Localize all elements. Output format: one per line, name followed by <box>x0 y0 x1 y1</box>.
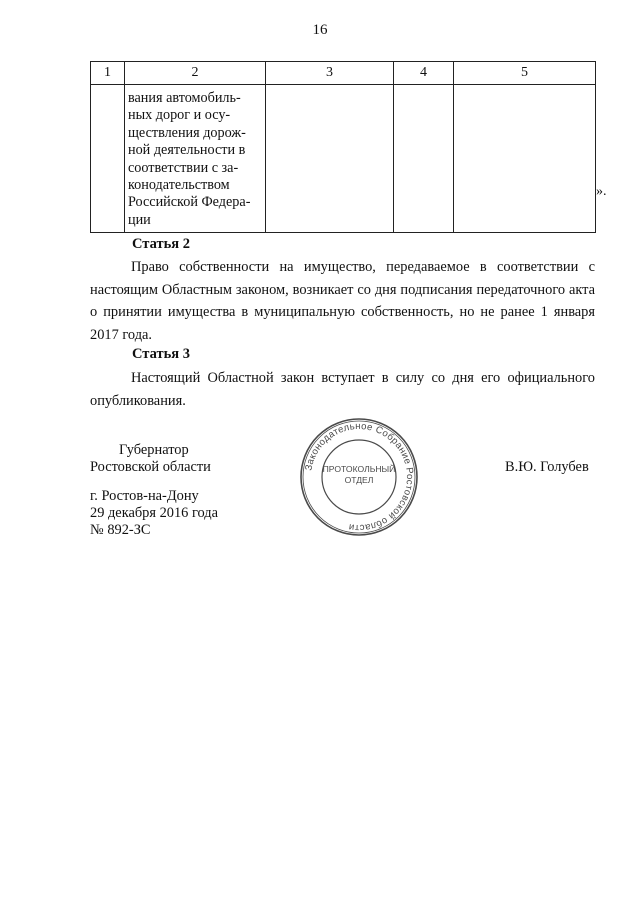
table-header-cell: 3 <box>266 62 394 85</box>
table-cell-line: соответствии с за- <box>128 159 239 176</box>
article-2-text: Право собственности на имущество, передаваемое в соответствии с настоящим Областным законом, возникает со дня подписания передаточного акта о принятии имущества в муниципальную собственность, но не ранее 1 января 2017 года. <box>90 259 595 343</box>
table-cell-empty <box>91 85 125 233</box>
article-3-title: Статья 3 <box>132 346 190 362</box>
table-header-cell: 5 <box>454 62 596 85</box>
stamp-ring-text: Законодательное Собрание Ростовской области <box>303 420 416 534</box>
article-3-text: Настоящий Областной закон вступает в силу со дня его официального опубликования. <box>90 370 595 409</box>
table-header-cell: 1 <box>91 62 125 85</box>
table-cell-description <box>125 85 266 233</box>
signer-name: В.Ю. Голубев <box>505 459 589 475</box>
table-header-row <box>91 62 596 85</box>
closing-quote: ». <box>596 184 607 199</box>
law-number: № 892-ЗС <box>90 522 151 538</box>
table-cell-empty <box>454 85 596 233</box>
official-stamp-seal <box>298 416 420 538</box>
table-cell-line: Российской Федера- <box>128 194 251 211</box>
article-2-title: Статья 2 <box>132 236 190 252</box>
table-cell-line: вания автомобиль- <box>128 90 241 106</box>
table-cell-line: ной деятельности в <box>128 142 246 159</box>
page-number: 16 <box>312 22 328 38</box>
signer-position-line1: Губернатор <box>119 442 189 458</box>
table-header-cell: 4 <box>394 62 454 85</box>
table-cell-line: ществления дорож- <box>128 124 246 141</box>
table-cell-empty <box>394 85 454 233</box>
table-row <box>91 85 596 233</box>
signing-date: 29 декабря 2016 года <box>90 505 219 521</box>
stamp-center-line1: ПРОТОКОЛЬНЫЙ <box>322 464 396 474</box>
signer-position-line2: Ростовской области <box>90 459 211 475</box>
table-header-cell: 2 <box>125 62 266 85</box>
signing-city: г. Ростов-на-Дону <box>90 488 199 504</box>
continuation-table <box>90 61 596 233</box>
table-cell-line: конодательством <box>128 177 230 194</box>
stamp-center-line2: ОТДЕЛ <box>344 475 374 485</box>
table-cell-empty <box>266 85 394 233</box>
table-cell-line: ции <box>128 211 151 228</box>
table-cell-line: ных дорог и осу- <box>128 107 231 124</box>
